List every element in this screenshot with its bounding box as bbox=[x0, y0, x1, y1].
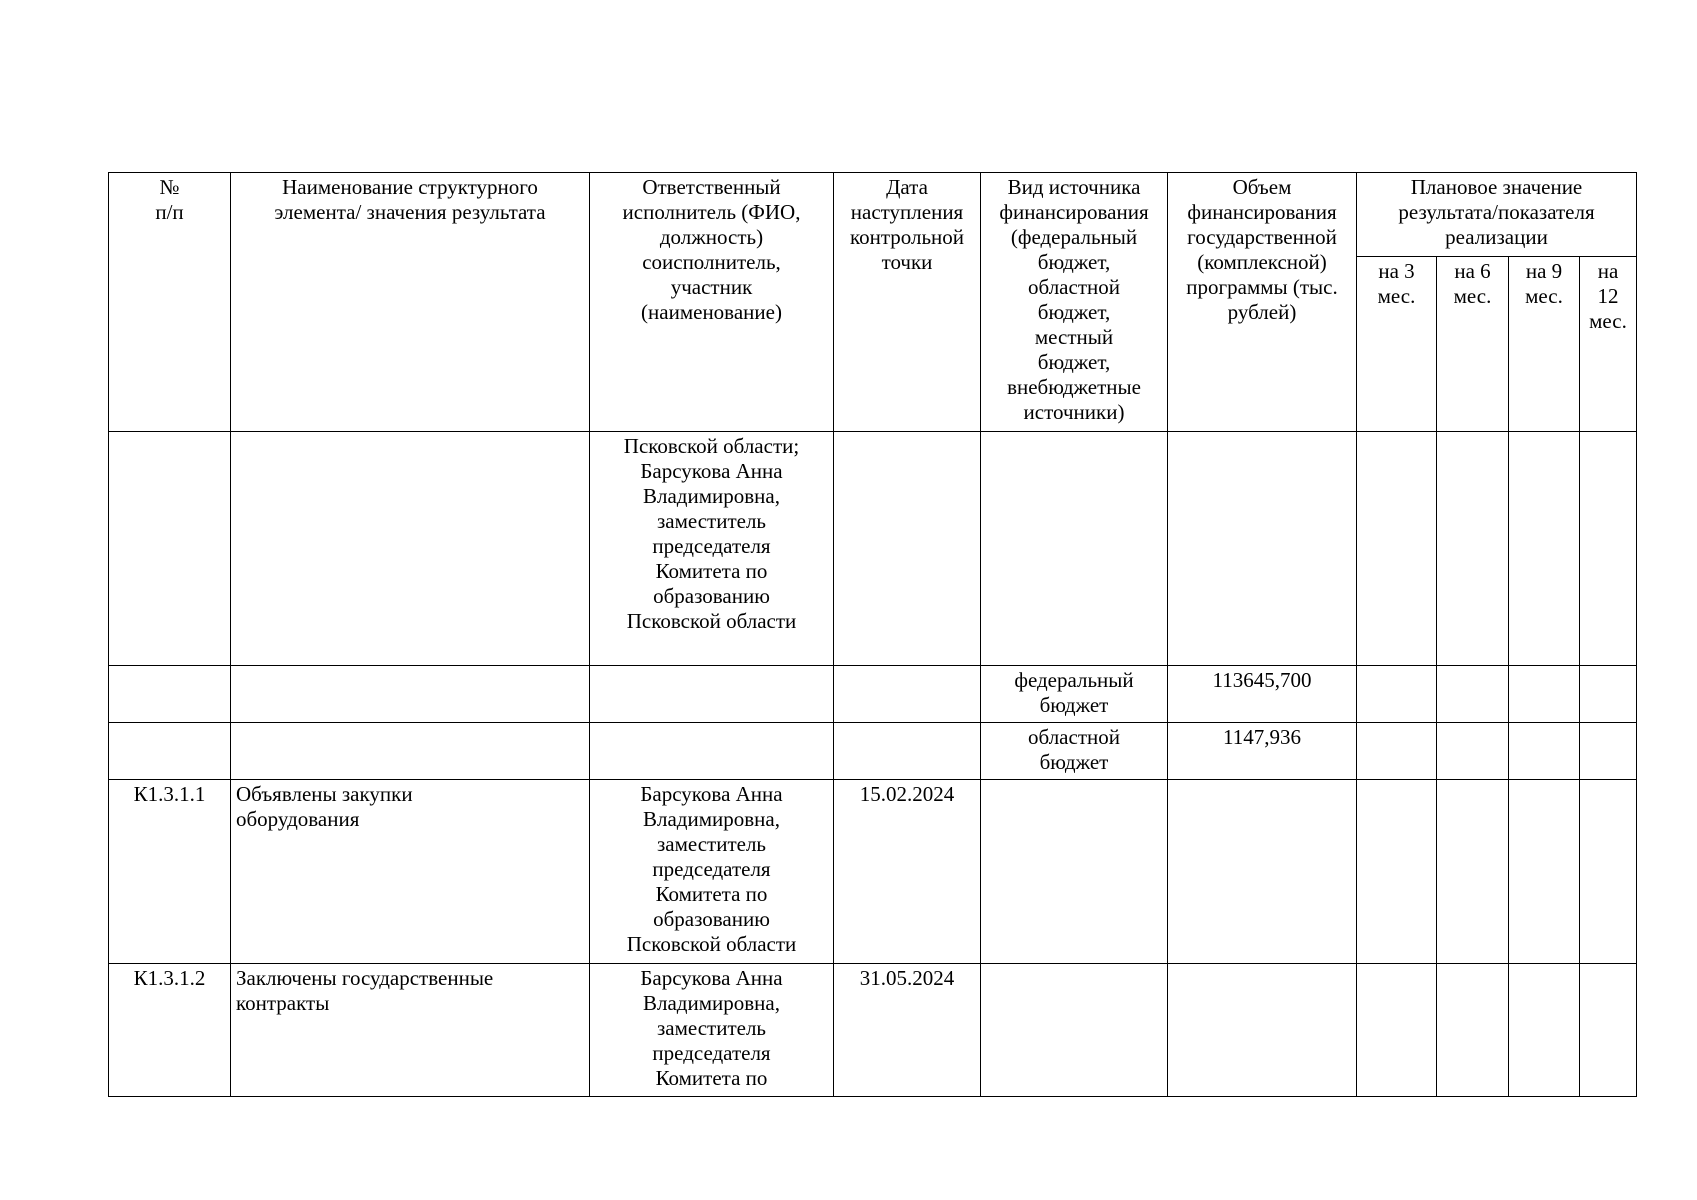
cell-m6 bbox=[1437, 666, 1509, 723]
cell-date: 15.02.2024 bbox=[834, 780, 981, 964]
cell-date bbox=[834, 432, 981, 666]
cell-m6 bbox=[1437, 780, 1509, 964]
cell-m9 bbox=[1509, 666, 1580, 723]
cell-source bbox=[981, 432, 1168, 666]
cell-m9 bbox=[1509, 432, 1580, 666]
table-row bbox=[109, 964, 1637, 1097]
header-m9: на 9 мес. bbox=[1509, 257, 1580, 432]
header-num: № п/п bbox=[109, 173, 231, 432]
header-m3: на 3 мес. bbox=[1357, 257, 1437, 432]
cell-volume bbox=[1168, 780, 1357, 964]
cell-source: федеральный бюджет bbox=[981, 666, 1168, 723]
cell-m3 bbox=[1357, 964, 1437, 1097]
table-row bbox=[109, 666, 1637, 723]
cell-m3 bbox=[1357, 723, 1437, 780]
cell-m6 bbox=[1437, 432, 1509, 666]
header-responsible: Ответственный исполнитель (ФИО, должность) соисполнитель, участник (наименование) bbox=[590, 173, 834, 432]
cell-m9 bbox=[1509, 780, 1580, 964]
cell-responsible bbox=[590, 666, 834, 723]
cell-num: К1.3.1.2 bbox=[109, 964, 231, 1097]
cell-volume: 1147,936 bbox=[1168, 723, 1357, 780]
cell-m9 bbox=[1509, 964, 1580, 1097]
cell-num: К1.3.1.1 bbox=[109, 780, 231, 964]
header-date: Дата наступления контрольной точки bbox=[834, 173, 981, 432]
cell-volume: 113645,700 bbox=[1168, 666, 1357, 723]
cell-volume bbox=[1168, 964, 1357, 1097]
cell-responsible: Барсукова Анна Владимировна, заместитель председателя Комитета по bbox=[590, 964, 834, 1097]
header-m12: на 12 мес. bbox=[1580, 257, 1637, 432]
cell-date: 31.05.2024 bbox=[834, 964, 981, 1097]
table-row bbox=[109, 780, 1637, 964]
cell-num bbox=[109, 432, 231, 666]
cell-source: областной бюджет bbox=[981, 723, 1168, 780]
cell-m3 bbox=[1357, 666, 1437, 723]
cell-num bbox=[109, 723, 231, 780]
cell-m6 bbox=[1437, 723, 1509, 780]
cell-responsible: Псковской области; Барсукова Анна Владимировна, заместитель председателя Комитета по образованию Псковской области bbox=[590, 432, 834, 666]
cell-name: Объявлены закупки оборудования bbox=[231, 780, 590, 964]
document-page bbox=[108, 172, 1637, 1097]
header-row bbox=[109, 173, 1637, 257]
cell-m12 bbox=[1580, 780, 1637, 964]
cell-volume bbox=[1168, 432, 1357, 666]
header-planned: Плановое значение результата/показателя реализации bbox=[1357, 173, 1637, 257]
table-row bbox=[109, 432, 1637, 666]
cell-m3 bbox=[1357, 432, 1437, 666]
cell-m3 bbox=[1357, 780, 1437, 964]
cell-m9 bbox=[1509, 723, 1580, 780]
cell-source bbox=[981, 780, 1168, 964]
cell-source bbox=[981, 964, 1168, 1097]
cell-name bbox=[231, 723, 590, 780]
header-volume: Объем финансирования государственной (комплексной) программы (тыс. рублей) bbox=[1168, 173, 1357, 432]
header-m6: на 6 мес. bbox=[1437, 257, 1509, 432]
cell-m6 bbox=[1437, 964, 1509, 1097]
cell-name bbox=[231, 432, 590, 666]
header-name: Наименование структурного элемента/ значения результата bbox=[231, 173, 590, 432]
table-row bbox=[109, 723, 1637, 780]
cell-date bbox=[834, 723, 981, 780]
plan-table bbox=[108, 172, 1637, 1097]
cell-m12 bbox=[1580, 964, 1637, 1097]
cell-name bbox=[231, 666, 590, 723]
cell-num bbox=[109, 666, 231, 723]
header-source: Вид источника финансирования (федеральный бюджет, областной бюджет, местный бюджет, внебюджетные источники) bbox=[981, 173, 1168, 432]
cell-m12 bbox=[1580, 723, 1637, 780]
cell-responsible bbox=[590, 723, 834, 780]
cell-m12 bbox=[1580, 666, 1637, 723]
cell-date bbox=[834, 666, 981, 723]
cell-name: Заключены государственные контракты bbox=[231, 964, 590, 1097]
cell-responsible: Барсукова Анна Владимировна, заместитель председателя Комитета по образованию Псковской области bbox=[590, 780, 834, 964]
cell-m12 bbox=[1580, 432, 1637, 666]
